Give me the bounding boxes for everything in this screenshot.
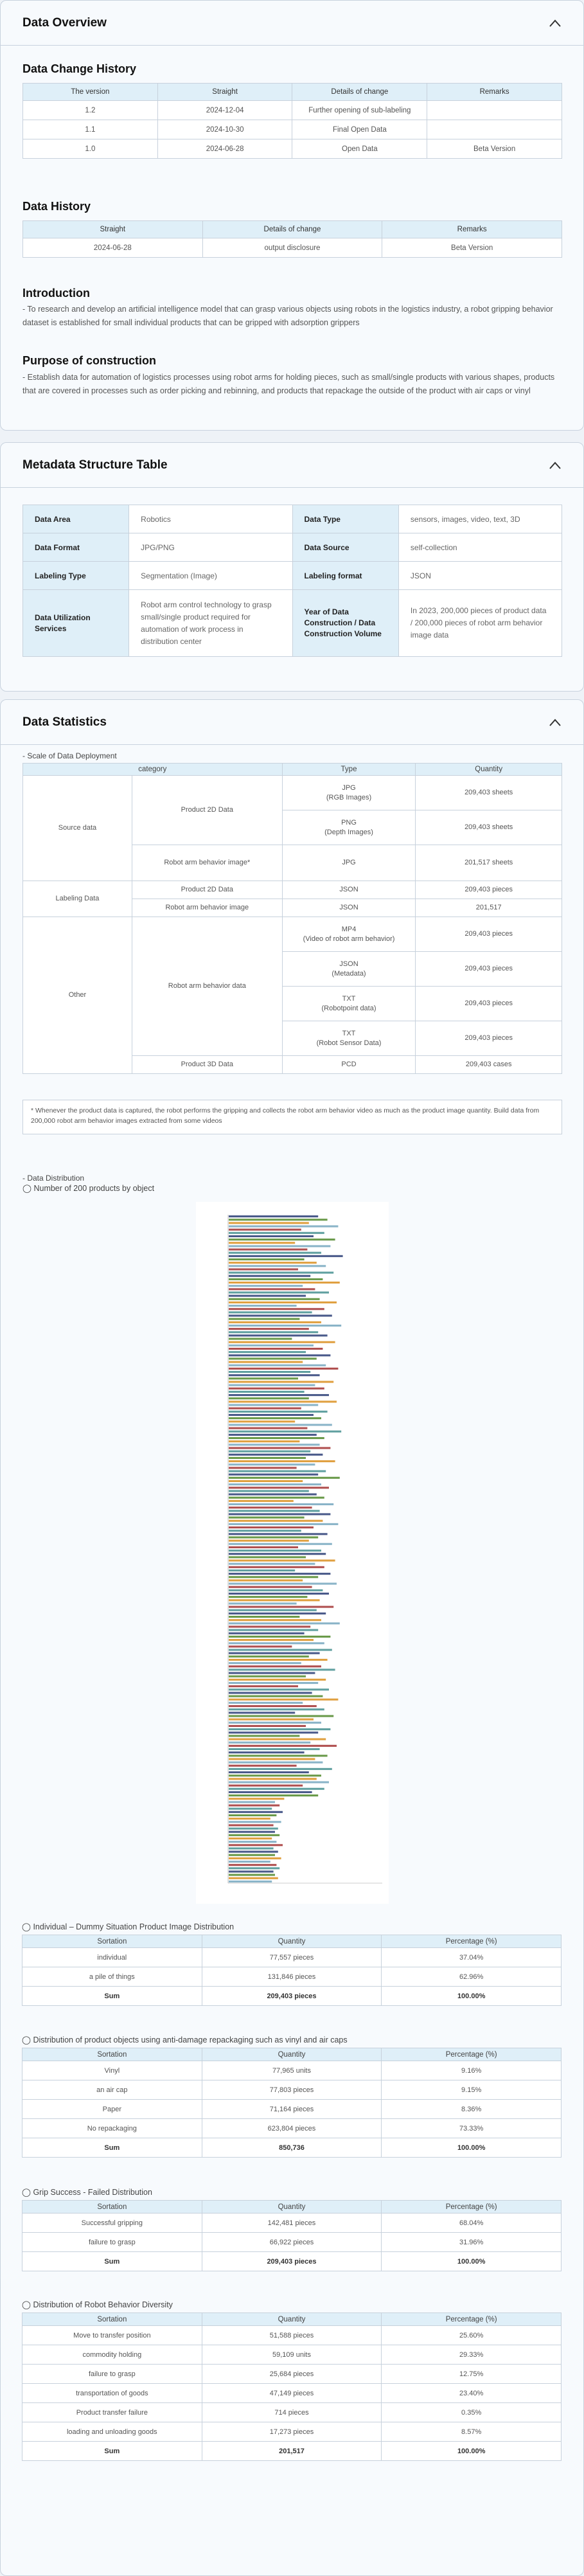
chart-bar [229, 1500, 294, 1502]
chevron-up-icon[interactable] [549, 718, 562, 727]
table-caption: ◯ Distribution of product objects using anti-damage repackaging such as vinyl and air caps [22, 2035, 348, 2044]
chart-bar [229, 1725, 306, 1727]
chart-bar [229, 1434, 317, 1436]
table-caption: ◯ Individual – Dummy Situation Product Image Distribution [22, 1922, 234, 1931]
chart-bar [229, 1384, 315, 1386]
chart-bar [229, 1765, 297, 1767]
chart-bar [229, 1282, 340, 1284]
chart-bar [229, 1748, 320, 1750]
chart-bar [229, 1490, 309, 1492]
chart-bar [229, 1374, 320, 1376]
column-header: Details of change [292, 84, 427, 101]
chart-bar [229, 1288, 315, 1290]
chart-bar [229, 1791, 312, 1793]
section-heading: Data History [22, 200, 91, 213]
chart-bar [229, 1622, 340, 1624]
chart-bar [229, 1688, 329, 1690]
table-row: Product 3D Data PCD 209,403 cases [23, 1056, 562, 1074]
chart-bar [229, 1801, 275, 1803]
table-row: Other Robot arm behavior data MP4 (Video of robot arm behavior) 209,403 pieces [23, 917, 562, 952]
chart-bar [229, 1285, 303, 1287]
table-row: Paper 71,164 pieces 8.36% [22, 2100, 562, 2119]
table-row: transportation of goods 47,149 pieces 23.40% [22, 2384, 562, 2403]
chart-bar [229, 1715, 333, 1717]
metadata-header[interactable] [1, 443, 583, 488]
chart-bar [229, 1589, 323, 1591]
chart-bar [229, 1404, 318, 1406]
purpose-text: - Establish data for automation of logistics processes using robot arms for holding pieces, such as small/single products with various shapes, products that are covered in processes such as order picking and rebinning, and products that repackage the outside of the product with air caps or vinyl [22, 373, 555, 395]
chart-bar [229, 1583, 337, 1585]
chart-bar [229, 1546, 298, 1548]
chart-bar [229, 1497, 324, 1499]
chart-bar [229, 1480, 303, 1482]
chart-bar [229, 1417, 321, 1419]
table-row: failure to grasp 66,922 pieces 31.96% [22, 2233, 562, 2252]
table-row: Sum 201,517 100.00% [22, 2442, 562, 2461]
chart-bar [229, 1811, 283, 1813]
chart-bar [229, 1371, 310, 1373]
chart-bar [229, 1841, 276, 1843]
chart-bar [229, 1629, 318, 1631]
chart-bar [229, 1602, 297, 1604]
metadata-table [22, 505, 562, 657]
table-row: PNG (Depth Images) 209,403 sheets [23, 810, 562, 845]
table-row: an air cap 77,803 pieces 9.15% [22, 2080, 562, 2100]
chart-bar [229, 1523, 338, 1525]
chart-bar [229, 1877, 278, 1879]
chart-bar [229, 1451, 310, 1453]
table-row: Vinyl 77,965 units 9.16% [22, 2061, 562, 2080]
chart-bar [229, 1526, 314, 1528]
table-row: 1.1 2024-10-30 Final Open Data [23, 120, 562, 139]
chart-caption: ◯ Number of 200 products by object [22, 1184, 155, 1193]
chart-bar [229, 1576, 318, 1578]
column-header: Quantity [416, 764, 562, 776]
chart-bar [229, 1536, 318, 1538]
chart-bar [229, 1652, 320, 1654]
chart-bar [229, 1474, 318, 1476]
chart-bar [229, 1457, 306, 1459]
chart-bar [229, 1804, 279, 1806]
chart-bar [229, 1771, 309, 1773]
chart-bar [229, 1768, 332, 1770]
chart-bar [229, 1295, 306, 1297]
table-row: TXT (Robot Sensor Data) 209,403 pieces [23, 1021, 562, 1056]
chart-bar [229, 1268, 298, 1270]
column-header: Quantity [202, 2201, 382, 2214]
chart-bar [229, 1447, 330, 1449]
column-header: Sortation [22, 2313, 202, 2326]
chart-bar [229, 1808, 272, 1810]
chart-bar [229, 1400, 337, 1402]
section-heading: Introduction [22, 287, 90, 300]
chart-bar [229, 1311, 312, 1313]
chart-bar [229, 1388, 324, 1390]
chart-bar [229, 1814, 276, 1816]
chart-bar [229, 1321, 321, 1323]
column-header: category [23, 764, 283, 776]
chart-bar [229, 1553, 326, 1555]
chart-bar [229, 1606, 333, 1608]
chart-bar [229, 1381, 333, 1382]
chart-bar [229, 1722, 321, 1724]
chart-bar [229, 1408, 301, 1409]
chart-bar [229, 1487, 329, 1489]
chart-bar [229, 1467, 297, 1469]
chart-bar [229, 1424, 332, 1426]
chart-bar [229, 1881, 272, 1883]
chart-bar [229, 1874, 275, 1876]
chart-bar [229, 1742, 310, 1744]
chart-bar [229, 1503, 333, 1505]
chart-bar [229, 1642, 324, 1644]
chart-bar [229, 1249, 307, 1251]
chart-bar [229, 1785, 303, 1787]
chart-bar [229, 1619, 321, 1621]
scale-table [22, 763, 562, 1074]
chart-bar [229, 1649, 332, 1650]
chart-bar [229, 1245, 330, 1247]
chart-bar [229, 1751, 305, 1753]
chart-bar [229, 1431, 341, 1433]
chart-bar [229, 1377, 298, 1379]
chart-bar [229, 1533, 328, 1535]
chart-bar [229, 1357, 317, 1359]
data-overview-header[interactable] [1, 1, 583, 46]
chart-bar [229, 1781, 329, 1783]
chart-bar [229, 1632, 305, 1634]
table-row: Sum 209,403 pieces 100.00% [22, 1987, 562, 2006]
section-heading: Data Change History [22, 62, 137, 75]
card-title: Data Statistics [22, 715, 107, 729]
table-row: failure to grasp 25,684 pieces 12.75% [22, 2365, 562, 2384]
chart-bar [229, 1275, 310, 1277]
chart-bar [229, 1318, 299, 1320]
chart-bar [229, 1540, 309, 1542]
chart-bar [229, 1636, 330, 1638]
chart-bar [229, 1662, 301, 1664]
column-header: Details of change [202, 221, 382, 238]
column-header: Type [282, 764, 416, 776]
table-row: No repackaging 623,804 pieces 73.33% [22, 2119, 562, 2138]
chart-bar [229, 1625, 310, 1627]
card-title: Metadata Structure Table [22, 458, 168, 472]
chart-bar [229, 1864, 276, 1866]
repackaging-table [22, 2048, 562, 2158]
grip-success-table [22, 2200, 562, 2271]
bar-chart-svg [196, 1202, 389, 1904]
chart-bar [229, 1454, 323, 1456]
table-row: JSON (Metadata) 209,403 pieces [23, 952, 562, 987]
table-row: commodity holding 59,109 units 29.33% [22, 2345, 562, 2365]
chart-bar [229, 1543, 332, 1545]
chart-bar [229, 1682, 318, 1684]
chart-bar [229, 1847, 274, 1849]
chart-bar [229, 1659, 328, 1661]
chart-bar [229, 1477, 340, 1479]
chart-bar [229, 1821, 281, 1823]
chart-bar [229, 1639, 314, 1641]
chart-bar [229, 1235, 314, 1237]
column-header: The version [23, 84, 158, 101]
chart-bar [229, 1364, 326, 1366]
chart-bar [229, 1728, 330, 1730]
column-header: Straight [157, 84, 292, 101]
chart-bar [229, 1308, 324, 1310]
chart-bar [229, 1573, 330, 1575]
table-row: loading and unloading goods 17,273 pieces 8.57% [22, 2422, 562, 2442]
chart-bar [229, 1463, 315, 1465]
column-header: Percentage (%) [382, 2201, 562, 2214]
chart-bar [229, 1854, 275, 1856]
chart-bar [229, 1328, 309, 1330]
scale-note: * Whenever the product data is captured, the robot performs the gripping and collects the robot arm behavior video as much as the product image quantity. Build data from 200,000 robot arm behavior images extracted from some videos [22, 1100, 562, 1134]
chart-bar [229, 1712, 295, 1713]
table-row: Source data Product 2D Data JPG (RGB Images) 209,403 sheets [23, 776, 562, 810]
products-by-object-chart [196, 1202, 389, 1904]
table-row: Sum 850,736 100.00% [22, 2138, 562, 2158]
chart-bar [229, 1596, 307, 1598]
column-header: Quantity [202, 1935, 382, 1948]
chart-bar [229, 1232, 324, 1234]
chart-bar [229, 1255, 343, 1257]
chart-bar [229, 1414, 314, 1416]
chart-bar [229, 1258, 305, 1260]
chart-bar [229, 1616, 299, 1618]
chart-bar [229, 1788, 324, 1790]
chart-bar [229, 1831, 275, 1833]
chart-bar [229, 1460, 335, 1462]
chart-bar [229, 1394, 329, 1396]
chart-bar [229, 1719, 314, 1721]
chart-bar [229, 1305, 297, 1307]
table-caption: ◯ Distribution of Robot Behavior Diversity [22, 2300, 173, 2309]
chart-bar [229, 1708, 324, 1710]
scale-label: - Scale of Data Deployment [22, 751, 117, 760]
chart-bar [229, 1351, 306, 1353]
chart-bar [229, 1798, 284, 1800]
chart-bar [229, 1242, 295, 1244]
data-statistics-header[interactable] [1, 700, 583, 745]
chart-bar [229, 1391, 305, 1393]
chart-bar [229, 1345, 314, 1346]
table-caption: ◯ Grip Success - Failed Distribution [22, 2188, 152, 2197]
chart-bar [229, 1252, 321, 1254]
chart-bar [229, 1566, 324, 1568]
chart-bar [229, 1507, 312, 1508]
distribution-label: - Data Distribution [22, 1174, 85, 1183]
chart-bar [229, 1483, 321, 1485]
chart-bar [229, 1775, 321, 1776]
chart-bar [229, 1762, 323, 1764]
chart-bar [229, 1368, 338, 1370]
chart-bar [229, 1656, 309, 1658]
card-title: Data Overview [22, 15, 107, 30]
chart-bar [229, 1824, 274, 1826]
chart-bar [229, 1735, 299, 1737]
chart-bar [229, 1834, 279, 1836]
chart-bar [229, 1758, 315, 1760]
chart-bar [229, 1685, 298, 1687]
chart-bar [229, 1278, 323, 1280]
chart-bar [229, 1334, 328, 1336]
chart-bar [229, 1215, 318, 1217]
chart-bar [229, 1513, 330, 1515]
table-row: 2024-06-28 output disclosure Beta Version [23, 238, 562, 258]
chart-bar [229, 1556, 306, 1558]
table-row: Successful gripping 142,481 pieces 68.04% [22, 2214, 562, 2233]
chart-bar [229, 1586, 312, 1588]
column-header: Percentage (%) [382, 2048, 562, 2061]
chart-bar [229, 1570, 295, 1571]
chart-bar [229, 1794, 318, 1796]
chart-bar [229, 1239, 335, 1240]
table-row: Move to transfer position 51,588 pieces 25.60% [22, 2326, 562, 2345]
chart-bar [229, 1695, 323, 1697]
chart-bar [229, 1867, 279, 1869]
column-header: Percentage (%) [382, 1935, 562, 1948]
chart-bar [229, 1510, 320, 1512]
chart-bar [229, 1668, 335, 1670]
chart-bar [229, 1427, 307, 1429]
chart-bar [229, 1579, 303, 1581]
chart-bar [229, 1301, 337, 1303]
chart-bar [229, 1599, 320, 1601]
table-row: Robot arm behavior image JSON 201,517 [23, 899, 562, 917]
table-row: Product transfer failure 714 pieces 0.35% [22, 2403, 562, 2422]
chevron-up-icon[interactable] [549, 19, 562, 28]
chart-bar [229, 1818, 270, 1820]
chart-bar [229, 1755, 328, 1757]
table-row: Data Area Robotics Data Type sensors, images, video, text, 3D [23, 505, 562, 533]
chart-bar [229, 1440, 299, 1442]
column-header: Sortation [22, 2201, 202, 2214]
robot-behavior-table [22, 2312, 562, 2461]
chart-bar [229, 1229, 301, 1231]
table-row: Labeling Type Segmentation (Image) Labeling format JSON [23, 562, 562, 590]
chart-bar [229, 1262, 317, 1264]
chart-bar [229, 1348, 323, 1350]
chart-bar [229, 1702, 303, 1704]
chart-bar [229, 1219, 328, 1221]
chart-bar [229, 1520, 323, 1522]
chart-bar [229, 1494, 317, 1496]
chart-bar [229, 1397, 309, 1399]
table-row: Data Utilization Services Robot arm control technology to grasp small/single product required for automation of work process in distribution center Year of Data Construction / Data Construction Volume In 2023, 200,000 pieces of product data / 200,000 pieces of robot arm behavior image data [23, 590, 562, 657]
column-header: Remarks [427, 84, 562, 101]
chart-bar [229, 1559, 335, 1561]
table-row: Data Format JPG/PNG Data Source self-collection [23, 533, 562, 562]
change-history-table [22, 83, 562, 159]
chart-bar [229, 1437, 324, 1439]
chart-bar [229, 1739, 326, 1740]
chart-bar [229, 1298, 320, 1300]
table-row: Robot arm behavior image* JPG 201,517 sheets [23, 845, 562, 881]
data-history-table [22, 220, 562, 258]
column-header: Sortation [22, 1935, 202, 1948]
column-header: Quantity [202, 2313, 382, 2326]
table-row: 1.0 2024-06-28 Open Data Beta Version [23, 139, 562, 159]
chart-bar [229, 1613, 326, 1614]
chart-bar [229, 1338, 292, 1340]
chart-bar [229, 1778, 317, 1780]
chart-bar [229, 1563, 315, 1565]
column-header: Percentage (%) [382, 2313, 562, 2326]
column-header: Quantity [202, 2048, 382, 2061]
chart-bar [229, 1857, 281, 1859]
chart-bar [229, 1731, 318, 1733]
metadata-card [0, 442, 584, 692]
chart-bar [229, 1411, 328, 1413]
chart-bar [229, 1593, 329, 1595]
chart-bar [229, 1745, 337, 1747]
chart-bar [229, 1225, 338, 1227]
chart-bar [229, 1828, 278, 1830]
chart-bar [229, 1550, 321, 1552]
introduction-text: - To research and develop an artificial intelligence model that can grasp various objects using robots in the logistics industry, a robot gripping behavior dataset is established for small individual products that can be gripped with adsorption grippers [22, 305, 553, 327]
chart-bar [229, 1265, 326, 1267]
chart-bar [229, 1222, 309, 1224]
chart-bar [229, 1676, 306, 1677]
chart-bar [229, 1870, 274, 1872]
chart-bar [229, 1354, 330, 1356]
chart-bar [229, 1861, 270, 1863]
column-header: Sortation [22, 2048, 202, 2061]
table-row: Sum 209,403 pieces 100.00% [22, 2252, 562, 2271]
chart-bar [229, 1609, 317, 1611]
chart-bar [229, 1851, 278, 1853]
chart-bar [229, 1291, 329, 1293]
chart-bar [229, 1692, 312, 1694]
data-overview-card [0, 0, 584, 431]
chart-bar [229, 1325, 341, 1327]
chart-bar [229, 1679, 326, 1681]
chart-bar [229, 1665, 321, 1667]
table-row: a pile of things 131,846 pieces 62.96% [22, 1967, 562, 1987]
chart-bar [229, 1314, 332, 1316]
chart-bar [229, 1420, 295, 1422]
chart-bar [229, 1844, 283, 1846]
table-row: individual 77,557 pieces 37.04% [22, 1948, 562, 1967]
chart-bar [229, 1530, 301, 1532]
chart-bar [229, 1272, 333, 1274]
chart-bar [229, 1341, 335, 1343]
column-header: Remarks [382, 221, 562, 238]
table-row: TXT (Robotpoint data) 209,403 pieces [23, 987, 562, 1021]
individual-dummy-table [22, 1935, 562, 2006]
chart-bar [229, 1517, 305, 1519]
chart-bar [229, 1705, 317, 1707]
table-row: 1.2 2024-12-04 Further opening of sub-labeling [23, 101, 562, 120]
column-header: Straight [23, 221, 203, 238]
section-heading: Purpose of construction [22, 354, 157, 367]
chevron-up-icon[interactable] [549, 461, 562, 470]
chart-bar [229, 1470, 326, 1472]
chart-bar [229, 1331, 318, 1333]
chart-bar [229, 1699, 338, 1701]
chart-bar [229, 1361, 303, 1363]
chart-bar [229, 1645, 292, 1647]
chart-bar [229, 1838, 272, 1839]
chart-bar [229, 1444, 320, 1445]
table-row: Labeling Data Product 2D Data JSON 209,403 pieces [23, 881, 562, 899]
chart-bar [229, 1672, 315, 1674]
